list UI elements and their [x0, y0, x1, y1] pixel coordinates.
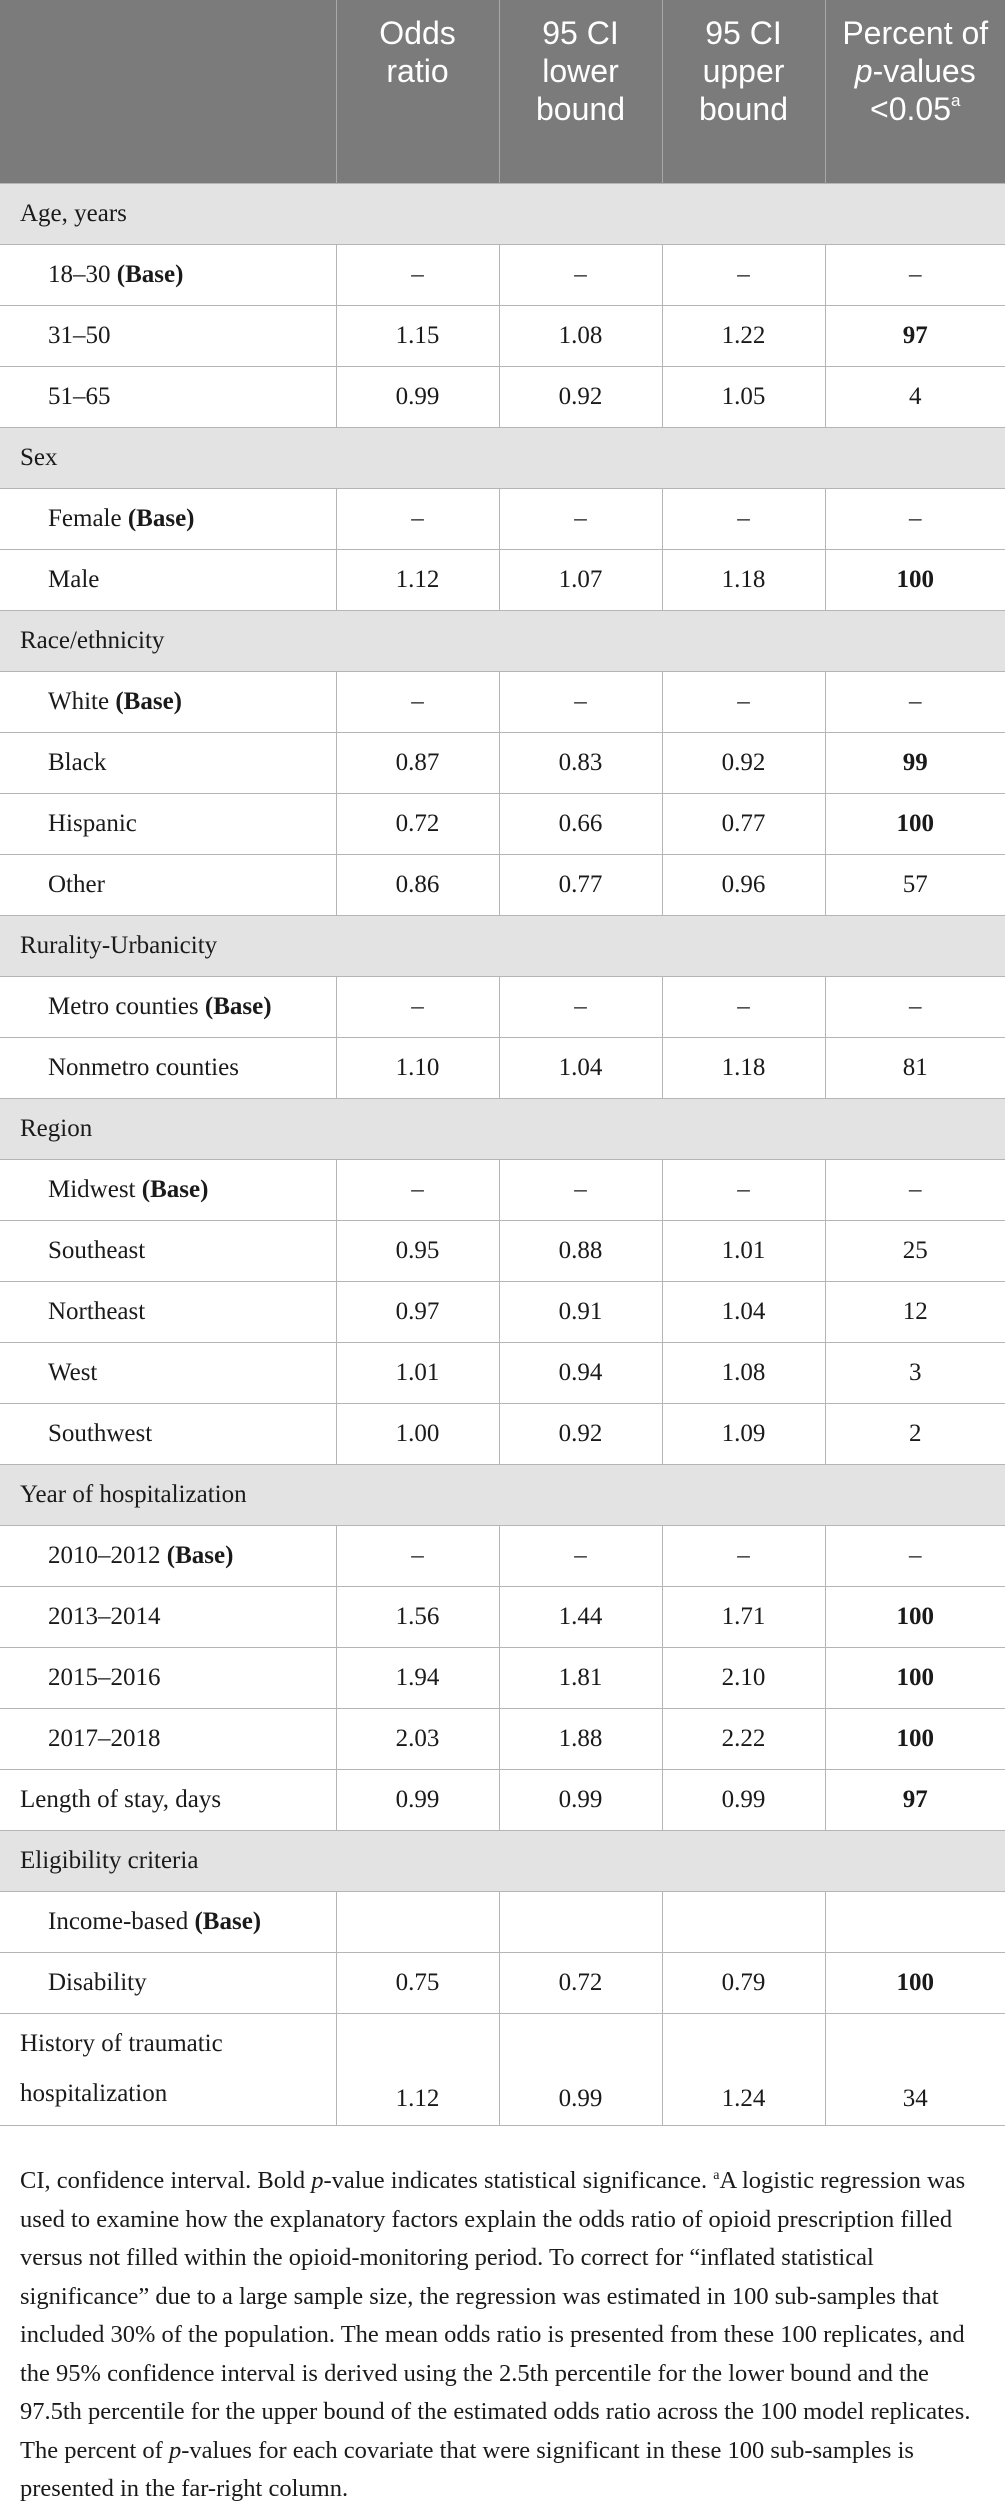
table-row: Nonmetro counties 1.10 1.04 1.18 81: [0, 1037, 1005, 1098]
table-row: Length of stay, days 0.99 0.99 0.99 97: [0, 1769, 1005, 1830]
table-row: Black 0.87 0.83 0.92 99: [0, 732, 1005, 793]
table-row: Midwest (Base) – – – –: [0, 1159, 1005, 1220]
table-row: Hispanic 0.72 0.66 0.77 100: [0, 793, 1005, 854]
table-row: Income-based (Base): [0, 1891, 1005, 1952]
header-ci-upper: 95 CI upper bound: [662, 0, 825, 183]
table-row: 2015–2016 1.94 1.81 2.10 100: [0, 1647, 1005, 1708]
table-row: Disability 0.75 0.72 0.79 100: [0, 1952, 1005, 2013]
table-row: 31–50 1.15 1.08 1.22 97: [0, 305, 1005, 366]
table-row: 18–30 (Base) – – – –: [0, 244, 1005, 305]
table-row: Other 0.86 0.77 0.96 57: [0, 854, 1005, 915]
table-row: Female (Base) – – – –: [0, 488, 1005, 549]
section-eligibility: Eligibility criteria: [0, 1830, 1005, 1891]
header-percent-p: Percent of p-values <0.05$^a$: [825, 0, 1005, 183]
section-year: Year of hospitalization: [0, 1464, 1005, 1525]
section-race: Race/ethnicity: [0, 610, 1005, 671]
table-row: 2013–2014 1.56 1.44 1.71 100: [0, 1586, 1005, 1647]
table-row: White (Base) – – – –: [0, 671, 1005, 732]
table-footnote: CI, confidence interval. Bold p-value indicates statistical significance. $^a$A logistic regression was used to examine how the explanatory factors explain the odds ratio of opioid prescription filled versus not filled within the opioid-monitoring period. To correct for “inflated statistical significance” due to a large sample size, the regression was estimated in 100 sub-samples that included 30% of the population. The mean odds ratio is presented from these 100 replicates, and the 95% confidence interval is derived using the 2.5th percentile for the lower bound and the 97.5th percentile for the upper bound of the estimated odds ratio across the 100 model replicates. The percent of p-values for each covariate that were significant in these 100 sub-samples is presented in the far-right column.: [20, 2167, 971, 2502]
table-row: West 1.01 0.94 1.08 3: [0, 1342, 1005, 1403]
table-row: History of traumatic hospitalization 1.12 0.99 1.24 34: [0, 2013, 1005, 2125]
table-row: 51–65 0.99 0.92 1.05 4: [0, 366, 1005, 427]
table-row: Southwest 1.00 0.92 1.09 2: [0, 1403, 1005, 1464]
table-row: Male 1.12 1.07 1.18 100: [0, 549, 1005, 610]
table-row: 2017–2018 2.03 1.88 2.22 100: [0, 1708, 1005, 1769]
section-region: Region: [0, 1098, 1005, 1159]
table-row: Northeast 0.97 0.91 1.04 12: [0, 1281, 1005, 1342]
table-row: Metro counties (Base) – – – –: [0, 976, 1005, 1037]
section-sex: Sex: [0, 427, 1005, 488]
table-row: Southeast 0.95 0.88 1.01 25: [0, 1220, 1005, 1281]
header-ci-lower: 95 CI lower bound: [499, 0, 662, 183]
section-age: Age, years: [0, 183, 1005, 244]
header-row: [0, 0, 1005, 183]
section-rurality: Rurality-Urbanicity: [0, 915, 1005, 976]
header-empty: [0, 0, 336, 183]
header-odds-ratio: Odds ratio: [336, 0, 499, 183]
table-row: 2010–2012 (Base) – – – –: [0, 1525, 1005, 1586]
